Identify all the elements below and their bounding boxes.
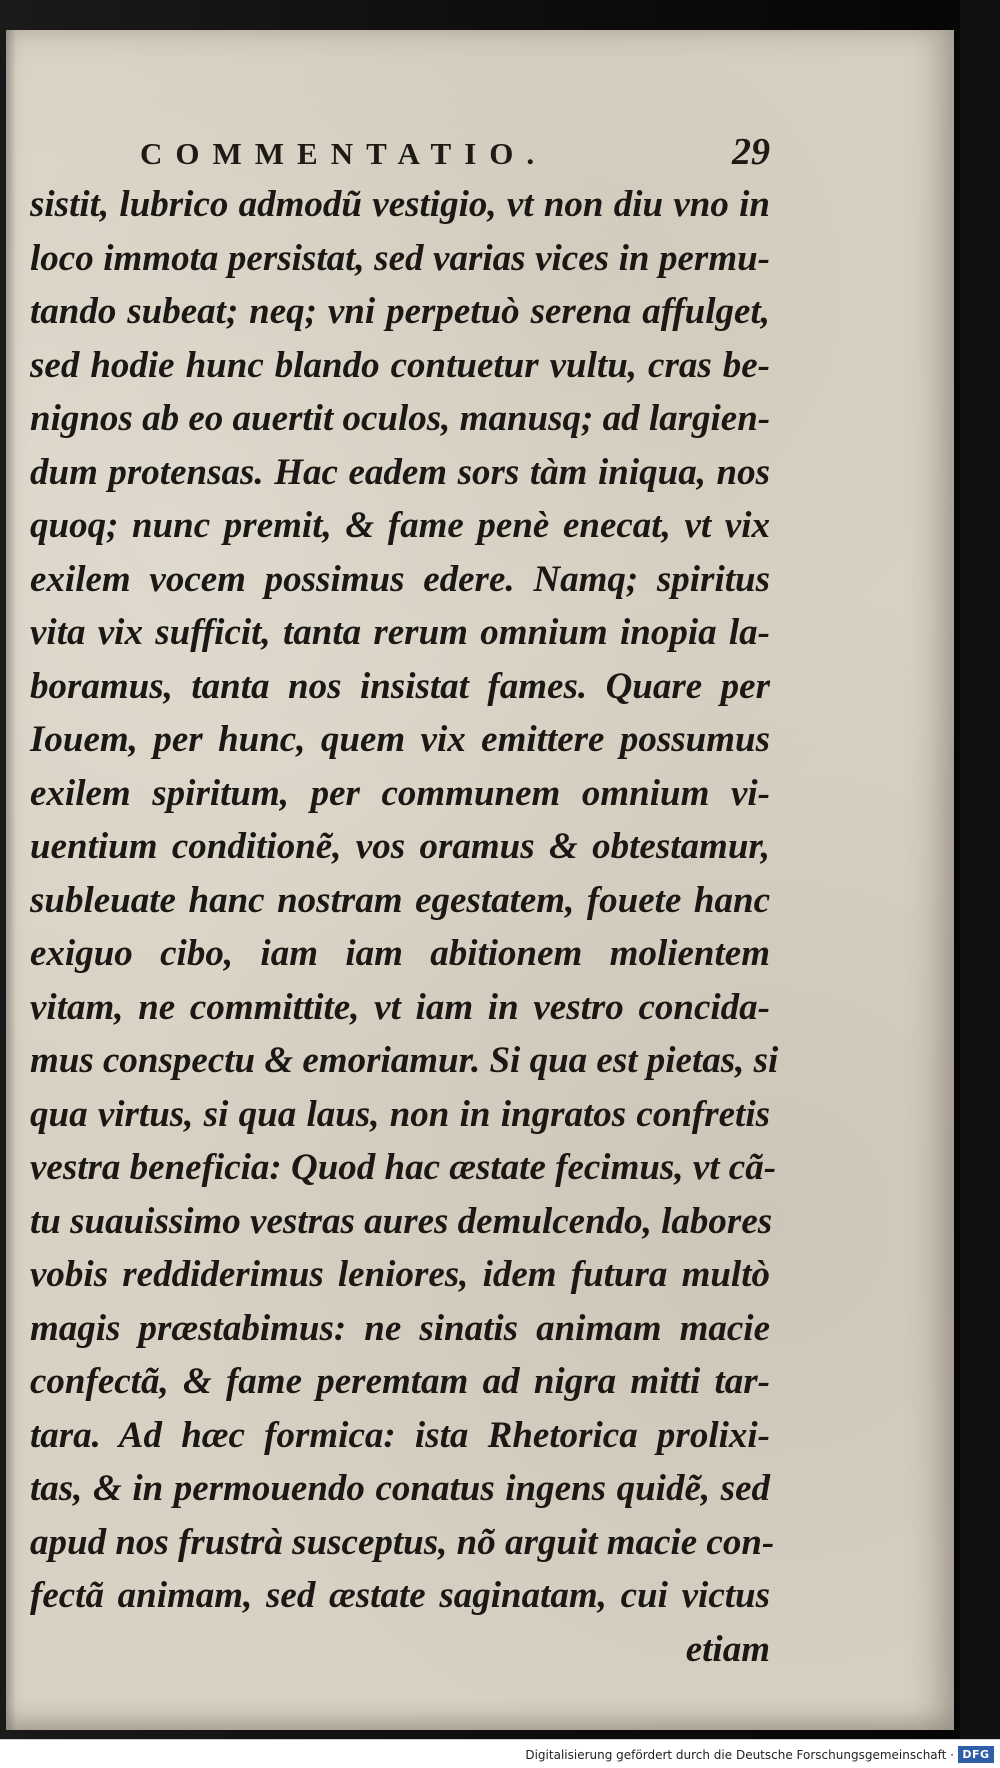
page-gutter-shadow — [6, 30, 16, 1730]
text-line: vitam, ne committite, vt iam in vestro concida- — [30, 986, 770, 1028]
scan-edge-shadow — [960, 0, 1000, 1768]
text-line: sistit, lubrico admodũ vestigio, vt non diu vno in — [30, 184, 770, 225]
text-line: magis præstabimus: ne sinatis animam macie — [30, 1307, 770, 1349]
text-line: exilem spiritum, per communem omnium vi- — [30, 772, 770, 814]
dfg-logo-icon: DFG — [958, 1746, 994, 1763]
footer-bar — [0, 1739, 1000, 1768]
text-line: exilem vocem possimus edere. Namq; spiritus — [30, 558, 770, 600]
text-line: tu suauissimo vestras aures demulcendo, labores — [30, 1200, 773, 1242]
text-line: tando subeat; neq; vni perpetuò serena affulget, — [30, 291, 770, 332]
text-line: subleuate hanc nostram egestatem, fouete hanc — [30, 879, 770, 921]
text-line: vestra beneficia: Quod hac æstate fecimus, vt cã- — [30, 1147, 777, 1188]
page-number: 29 — [732, 131, 770, 173]
text-line: qua virtus, si qua laus, non in ingratos confretis — [30, 1093, 770, 1135]
text-line: apud nos frustrà susceptus, nõ arguit macie con- — [30, 1521, 775, 1563]
text-line: Iouem, per hunc, quem vix emittere possumus — [30, 719, 770, 760]
text-line: confectã, & fame peremtam ad nigra mitti tar- — [30, 1361, 770, 1402]
text-line: dum protensas. Hac eadem sors tàm iniqua, nos — [30, 451, 770, 493]
text-line: tara. Ad hæc formica: ista Rhetorica prolixi- — [30, 1414, 770, 1456]
text-line: loco immota persistat, sed varias vices in permu- — [30, 237, 770, 279]
text-line: mus conspectu & emoriamur. Si qua est pietas, si — [30, 1040, 779, 1081]
body-text — [30, 178, 779, 1676]
text-line: boramus, tanta nos insistat fames. Quare per — [30, 665, 770, 707]
funding-credit: Digitalisierung gefördert durch die Deutsche Forschungsgemeinschaft · — [525, 1748, 954, 1762]
text-line: nignos ab eo auertit oculos, manusq; ad largien- — [30, 398, 771, 439]
text-line: quoq; nunc premit, & fame penè enecat, vt vix — [30, 505, 770, 546]
text-line: exiguo cibo, iam iam abitionem molientem — [30, 933, 770, 974]
text-line: vobis reddiderimus leniores, idem futura multò — [30, 1254, 770, 1295]
text-line: uentium conditionẽ, vos oramus & obtestamur, — [30, 826, 770, 867]
text-line: vita vix sufficit, tanta rerum omnium inopia la- — [30, 612, 770, 653]
catchword: etiam — [685, 1628, 770, 1670]
running-head: COMMENTATIO. — [140, 136, 548, 171]
text-line: sed hodie hunc blando contuetur vultu, cras be- — [30, 344, 770, 386]
text-line: fectã animam, sed æstate saginatam, cui victus — [30, 1575, 770, 1616]
text-line: tas, & in permouendo conatus ingens quidẽ, sed — [30, 1468, 770, 1509]
